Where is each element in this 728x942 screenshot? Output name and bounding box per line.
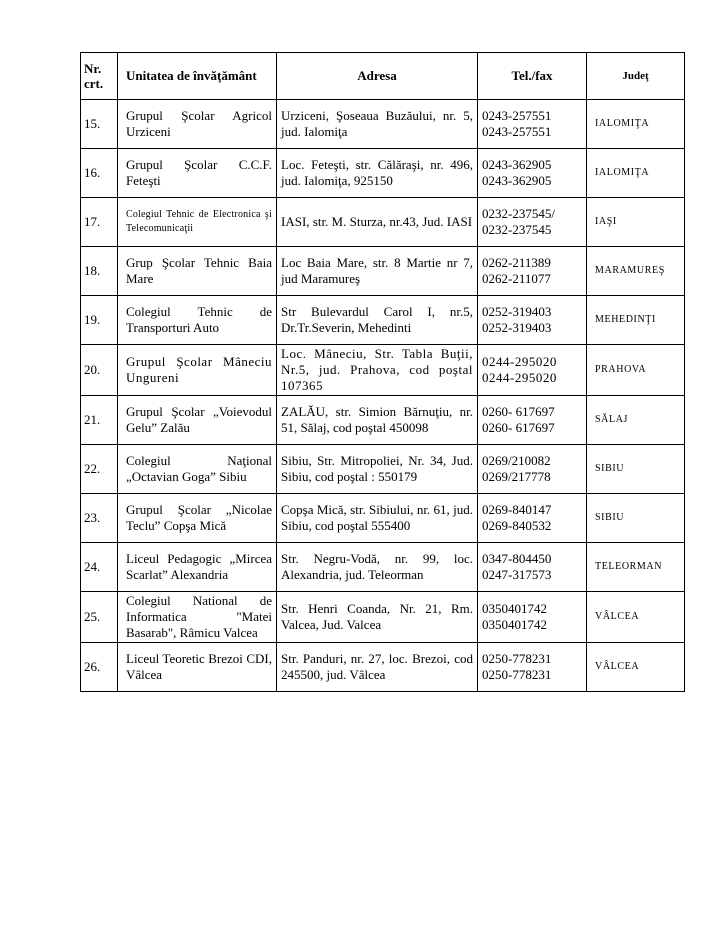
header-address: Adresa xyxy=(277,53,478,100)
schools-table xyxy=(80,52,685,692)
school-name: Liceul Pedagogic „Mircea Scarlat” Alexandria xyxy=(118,543,277,592)
county: IALOMIŢA xyxy=(587,149,685,198)
phone-cell xyxy=(478,100,587,149)
school-address: Loc. Mâneciu, Str. Tabla Buţii, Nr.5, jud. Prahova, cod poştal 107365 xyxy=(277,345,478,396)
fax: 0269/217778 xyxy=(482,469,551,484)
table-header-row xyxy=(81,53,685,100)
county: VÂLCEA xyxy=(587,592,685,643)
header-tel: Tel./fax xyxy=(478,53,587,100)
county: IAŞI xyxy=(587,198,685,247)
school-name: Grupul Şcolar Agricol Urziceni xyxy=(118,100,277,149)
fax: 0244-295020 xyxy=(482,370,557,385)
school-address: Loc. Feteşti, str. Călăraşi, nr. 496, jud. Ialomiţa, 925150 xyxy=(277,149,478,198)
school-address: Str Bulevardul Carol I, nr.5, Dr.Tr.Severin, Mehedinti xyxy=(277,296,478,345)
phone: 0262-211389 xyxy=(482,255,551,270)
school-address: Urziceni, Şoseaua Buzăului, nr. 5, jud. Ialomiţa xyxy=(277,100,478,149)
fax: 0243-257551 xyxy=(482,124,552,139)
table-row xyxy=(81,592,685,643)
fax: 0350401742 xyxy=(482,617,547,632)
phone: 0269-840147 xyxy=(482,502,552,517)
phone-cell xyxy=(478,643,587,692)
row-number: 26. xyxy=(81,643,118,692)
phone: 0244-295020 xyxy=(482,354,557,369)
header-unit: Unitatea de învăţământ xyxy=(118,53,277,100)
school-address: Str. Henri Coanda, Nr. 21, Rm. Valcea, Jud. Valcea xyxy=(277,592,478,643)
school-name: Grupul Şcolar Mâneciu Ungureni xyxy=(118,345,277,396)
header-nr: Nr. crt. xyxy=(81,53,118,100)
row-number: 17. xyxy=(81,198,118,247)
phone-cell xyxy=(478,198,587,247)
table-row xyxy=(81,247,685,296)
phone: 0260- 617697 xyxy=(482,404,555,419)
table-row xyxy=(81,643,685,692)
table-row xyxy=(81,543,685,592)
school-name: Grupul Şcolar „Nicolae Teclu” Copşa Mică xyxy=(118,494,277,543)
fax: 0243-362905 xyxy=(482,173,552,188)
county: SIBIU xyxy=(587,445,685,494)
table-row xyxy=(81,494,685,543)
county: IALOMIŢA xyxy=(587,100,685,149)
row-number: 24. xyxy=(81,543,118,592)
phone: 0243-362905 xyxy=(482,157,552,172)
county: VÂLCEA xyxy=(587,643,685,692)
table-row xyxy=(81,296,685,345)
school-name: Liceul Teoretic Brezoi CDI, Vâlcea xyxy=(118,643,277,692)
county: SIBIU xyxy=(587,494,685,543)
phone-cell xyxy=(478,396,587,445)
header-county: Judeţ xyxy=(587,53,685,100)
table-row xyxy=(81,100,685,149)
phone: 0347-804450 xyxy=(482,551,552,566)
phone-cell xyxy=(478,247,587,296)
phone-cell xyxy=(478,296,587,345)
phone: 0350401742 xyxy=(482,601,547,616)
fax: 0250-778231 xyxy=(482,667,552,682)
row-number: 15. xyxy=(81,100,118,149)
fax: 0260- 617697 xyxy=(482,420,555,435)
school-name: Colegiul Tehnic de Transporturi Auto xyxy=(118,296,277,345)
school-address: Copşa Mică, str. Sibiului, nr. 61, jud. Sibiu, cod poştal 555400 xyxy=(277,494,478,543)
school-name: Grupul Şcolar „Voievodul Gelu” Zalău xyxy=(118,396,277,445)
row-number: 22. xyxy=(81,445,118,494)
phone-cell xyxy=(478,445,587,494)
county: PRAHOVA xyxy=(587,345,685,396)
county: MARAMUREŞ xyxy=(587,247,685,296)
row-number: 20. xyxy=(81,345,118,396)
table-row xyxy=(81,396,685,445)
school-address: Loc Baia Mare, str. 8 Martie nr 7, jud Maramureş xyxy=(277,247,478,296)
row-number: 19. xyxy=(81,296,118,345)
row-number: 16. xyxy=(81,149,118,198)
phone-cell xyxy=(478,543,587,592)
school-address: Str. Panduri, nr. 27, loc. Brezoi, cod 245500, jud. Vâlcea xyxy=(277,643,478,692)
school-name: Colegiul Tehnic de Electronica şi Telecomunicaţii xyxy=(118,198,277,247)
fax: 0232-237545 xyxy=(482,222,552,237)
fax: 0247-317573 xyxy=(482,567,552,582)
phone: 0252-319403 xyxy=(482,304,552,319)
row-number: 25. xyxy=(81,592,118,643)
phone-cell xyxy=(478,494,587,543)
phone: 0243-257551 xyxy=(482,108,552,123)
county: TELEORMAN xyxy=(587,543,685,592)
fax: 0252-319403 xyxy=(482,320,552,335)
row-number: 21. xyxy=(81,396,118,445)
table-row xyxy=(81,445,685,494)
phone: 0250-778231 xyxy=(482,651,552,666)
table-row xyxy=(81,149,685,198)
school-address: ZALĂU, str. Simion Bărnuţiu, nr. 51, Sălaj, cod poştal 450098 xyxy=(277,396,478,445)
phone-cell xyxy=(478,345,587,396)
phone: 0269/210082 xyxy=(482,453,551,468)
row-number: 18. xyxy=(81,247,118,296)
school-name: Grupul Şcolar C.C.F. Feteşti xyxy=(118,149,277,198)
school-name: Colegiul Naţional „Octavian Goga” Sibiu xyxy=(118,445,277,494)
school-name: Grup Şcolar Tehnic Baia Mare xyxy=(118,247,277,296)
row-number: 23. xyxy=(81,494,118,543)
phone-cell xyxy=(478,592,587,643)
fax: 0262-211077 xyxy=(482,271,551,286)
school-address: Sibiu, Str. Mitropoliei, Nr. 34, Jud. Sibiu, cod poştal : 550179 xyxy=(277,445,478,494)
school-address: IASI, str. M. Sturza, nr.43, Jud. IASI xyxy=(277,198,478,247)
school-address: Str. Negru-Vodă, nr. 99, loc. Alexandria, jud. Teleorman xyxy=(277,543,478,592)
fax: 0269-840532 xyxy=(482,518,552,533)
county: SĂLAJ xyxy=(587,396,685,445)
county: MEHEDINŢI xyxy=(587,296,685,345)
table-row xyxy=(81,198,685,247)
phone: 0232-237545/ xyxy=(482,206,555,221)
school-name: Colegiul National de Informatica "Matei Basarab", Râmicu Valcea xyxy=(118,592,277,643)
phone-cell xyxy=(478,149,587,198)
table-row xyxy=(81,345,685,396)
